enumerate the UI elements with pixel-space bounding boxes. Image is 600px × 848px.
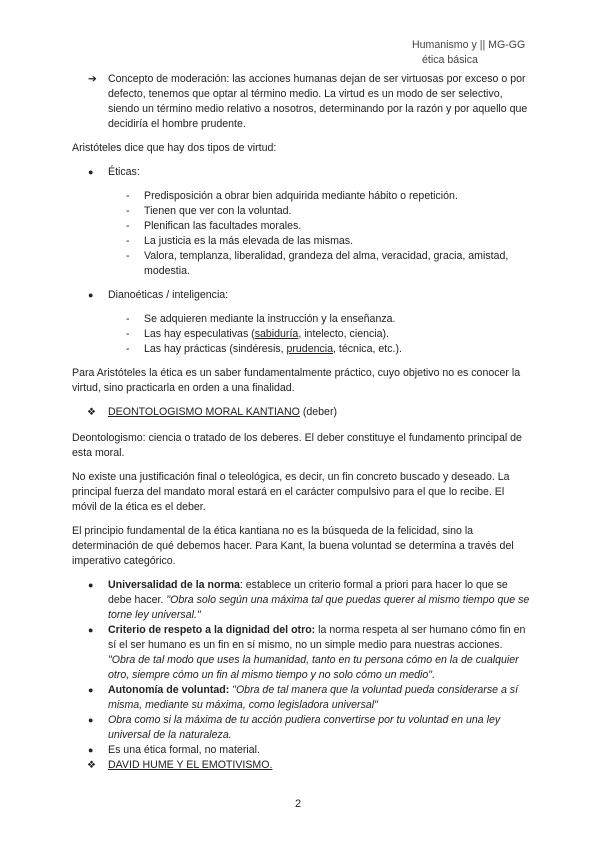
moderacion-text: Concepto de moderación: las acciones humanas dejan de ser virtuosas por exceso o por defecto, tenemos que optar al término medio. La virtud es un modo de ser selectivo, siendo un término medio relativo a nosotros, determinando por la razón y por aquello que decidiría el hombre prudente. <box>108 73 528 130</box>
list-item: - Predisposición a obrar bien adquirida mediante hábito o repetición. <box>126 190 458 202</box>
list-item: ● Obra como si la máxima de tu acción pudiera convertirse por tu voluntad en una ley universal de la naturaleza. <box>88 714 501 741</box>
list-item: ● Criterio de respeto a la dignidad del otro: la norma respeta al ser humano cómo fin en sí el ser humano es un fin en sí mismo, no un simple medio para nuestras acciones. "Obra de tal modo que uses la humanidad, tanto en tu persona cómo en la de cualquier otro, siempre cómo un fin al mismo tiempo y no solo cómo un medio". <box>88 624 526 681</box>
hume-heading[interactable]: DAVID HUME Y EL EMOTIVISMO. <box>108 759 273 771</box>
page-number: 2 <box>295 798 302 810</box>
bullet-icon: ● <box>88 625 94 635</box>
list-item: - Se adquieren mediante la instrucción y la enseñanza. <box>126 313 396 325</box>
header-line-2: ética básica <box>422 54 478 66</box>
prudencia-link[interactable]: prudencia <box>286 343 334 355</box>
eticas-list <box>126 189 536 279</box>
header-line-1: Humanismo y || MG-GG <box>412 39 526 51</box>
list-item: - Las hay especulativas (sabiduría, intelecto, ciencia). <box>126 328 389 340</box>
list-item: - Tienen que ver con la voluntad. <box>126 205 292 217</box>
hume-heading-row <box>87 758 532 773</box>
aristoteles-intro: Aristóteles dice que hay dos tipos de virtud: <box>72 142 277 154</box>
bullet-icon: ● <box>88 580 94 590</box>
eticas-label: Éticas: <box>108 166 140 178</box>
justificacion-paragraph: No existe una justificación final o teleológica, es decir, un fin concreto buscado y deseado. La principal fuerza del mandato moral estará en el carácter compulsivo para el que lo recibe. El móvil de la ética es el deber. <box>72 471 510 513</box>
bullet-icon: ● <box>88 290 94 300</box>
kant-list <box>87 578 532 773</box>
diamond-bullet-icon: ❖ <box>87 760 96 771</box>
list-item: - La justicia es la más elevada de las mismas. <box>126 235 354 247</box>
sabiduria-link[interactable]: sabiduría <box>254 328 299 340</box>
diamond-bullet-icon: ❖ <box>87 407 96 418</box>
list-item: - Las hay prácticas (sindéresis, prudencia, técnica, etc.). <box>126 343 402 355</box>
page-header <box>412 38 525 68</box>
dianoeticas-list <box>126 312 536 357</box>
list-item: - Valora, templanza, liberalidad, grandeza del alma, veracidad, gracia, amistad, modestia. <box>126 250 509 277</box>
para-aristoteles: Para Aristóteles la ética es un saber fundamentalmente práctico, cuyo objetivo no es conocer la virtud, sino practicarla en orden a una finalidad. <box>72 367 521 394</box>
deontologismo-heading[interactable]: DEONTOLOGISMO MORAL KANTIANO <box>108 406 300 418</box>
dianoeticas-label: Dianoéticas / inteligencia: <box>108 289 229 301</box>
bullet-icon: ● <box>88 745 94 755</box>
deontologismo-definition: Deontologismo: ciencia o tratado de los deberes. El deber constituye el fundamento principal de esta moral. <box>72 432 522 459</box>
bullet-icon: ● <box>88 685 94 695</box>
moderacion-item <box>90 72 532 132</box>
list-item: ● Es una ética formal, no material. <box>88 744 260 756</box>
eticas-bullet <box>90 165 140 180</box>
list-item: ● Autonomía de voluntad: "Obra de tal manera que la voluntad pueda considerarse a sí misma, mediante su máxima, como legisladora universal" <box>88 684 519 711</box>
principio-paragraph: El principio fundamental de la ética kantiana no es la búsqueda de la felicidad, sino la determinación de qué debemos hacer. Para Kant, la buena voluntad se determina a través del imperativo categórico. <box>72 525 514 567</box>
bullet-icon: ● <box>88 715 94 725</box>
dianoeticas-bullet <box>90 288 228 303</box>
bullet-icon: ● <box>88 167 94 177</box>
list-item: - Plenifican las facultades morales. <box>126 220 302 232</box>
list-item: ● Universalidad de la norma: establece un criterio formal a priori para hacer lo que se debe hacer. "Obra solo según una máxima tal que puedas querer al mismo tiempo que se torne ley universal." <box>88 579 530 621</box>
arrow-icon: ➔ <box>88 73 97 85</box>
deontologismo-heading-row: ❖ DEONTOLOGISMO MORAL KANTIANO (deber) <box>87 406 337 418</box>
